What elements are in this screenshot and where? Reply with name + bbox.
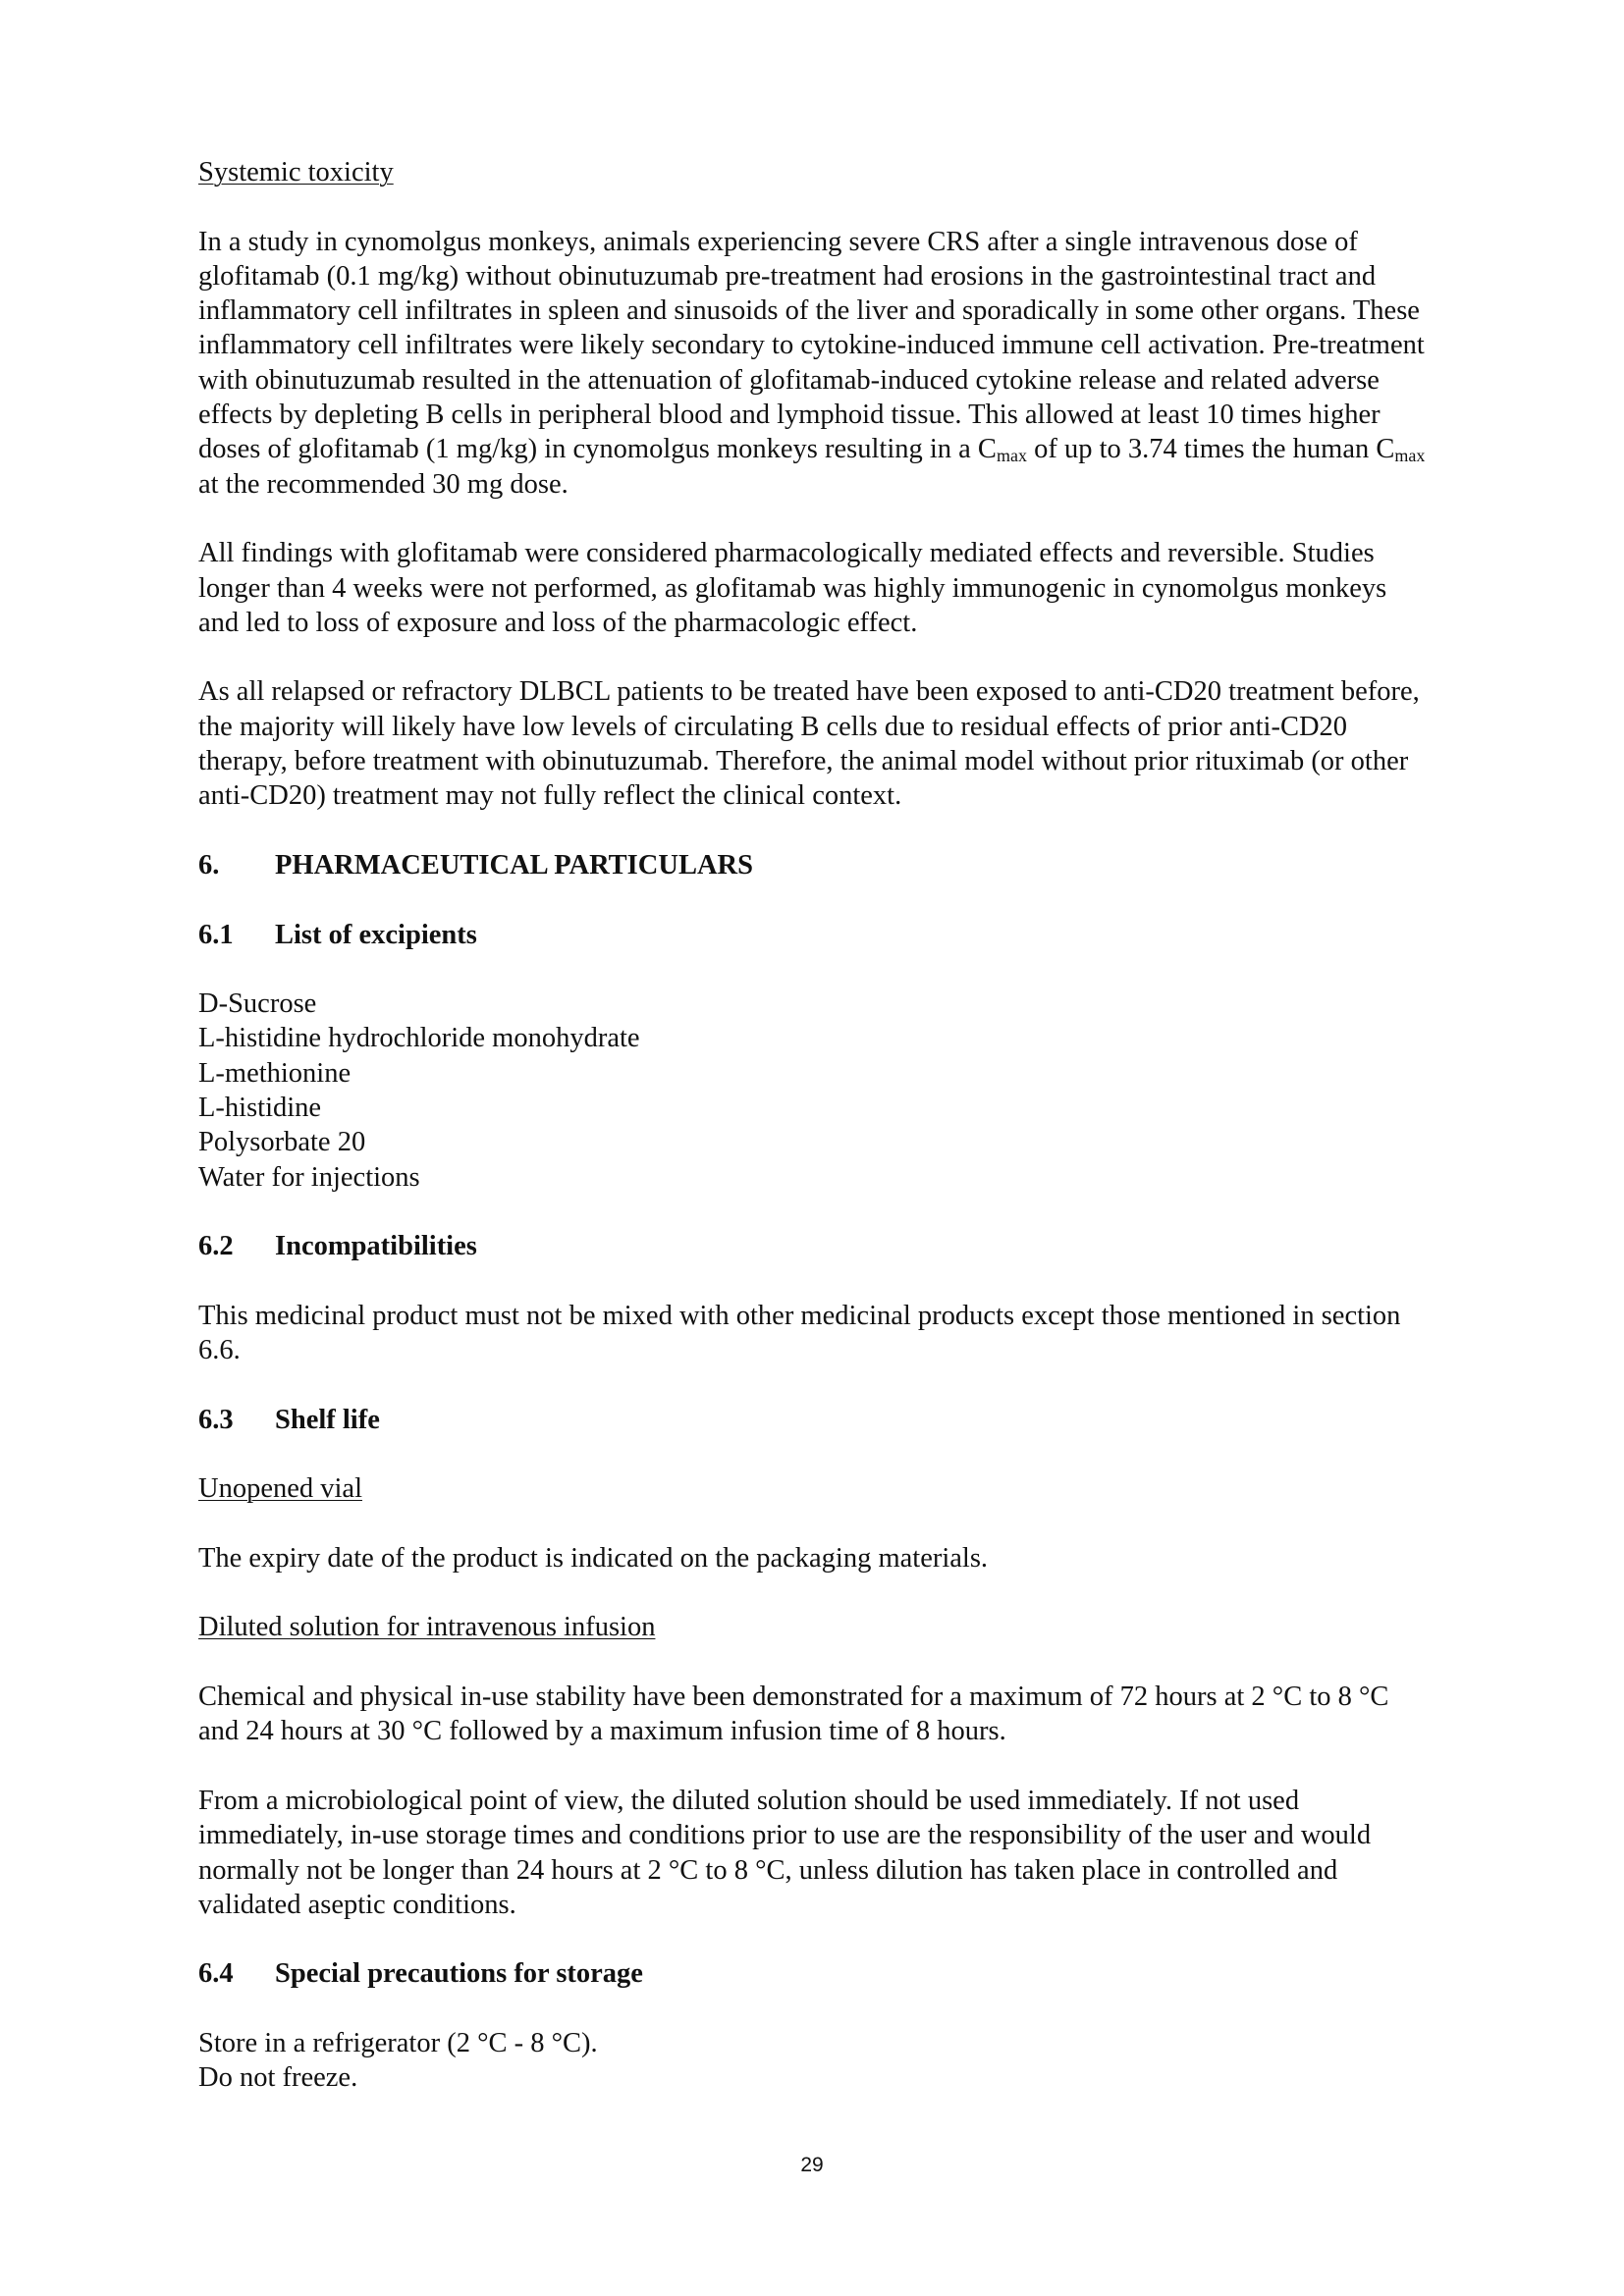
section-title: Incompatibilities	[275, 1231, 477, 1262]
incompatibilities-text: This medicinal product must not be mixed with other medicinal products except those mentioned in section 6.6.	[198, 1300, 1401, 1366]
section-title: Special precautions for storage	[275, 1958, 643, 1990]
excipients-list	[198, 987, 1428, 1195]
section-6-4-heading	[198, 1956, 1428, 1991]
systemic-toxicity-paragraph-2: All findings with glofitamab were considered pharmacologically mediated effects and reversible. Studies longer than 4 weeks were not performed, as glofitamab was highly immunogenic in cynomolgus monkeys and led to loss of exposure and loss of the pharmacologic effect.	[198, 538, 1387, 638]
unopened-vial-heading: Unopened vial	[198, 1473, 362, 1505]
list-item: L-histidine	[198, 1093, 322, 1124]
paragraph-text: In a study in cynomolgus monkeys, animals experiencing severe CRS after a single intravenous dose of glofitamab (0.1 mg/kg) without obinutuzumab pre-treatment had erosions in the gastrointestinal tract and inflammatory cell infiltrates in spleen and sinusoids of the liver and sporadically in some other organs. These inflammatory cell infiltrates were likely secondary to cytokine-induced immune cell activation. Pre-treatment with obinutuzumab resulted in the attenuation of glofitamab-induced cytokine release and related adverse effects by depleting B cells in peripheral blood and lymphoid tissue. This allowed at least 10 times higher doses of glofitamab (1 mg/kg) in cynomolgus monkeys resulting in a C	[198, 226, 1425, 465]
section-number: 6.1	[198, 919, 234, 950]
paragraph-text: at the recommended 30 mg dose.	[198, 468, 568, 500]
section-title: Shelf life	[275, 1404, 380, 1435]
diluted-solution-text-2: From a microbiological point of view, the diluted solution should be used immediately. If not used immediately, in-use storage times and conditions prior to use are the responsibility of the user and would normally not be longer than 24 hours at 2 °C to 8 °C, unless dilution has taken place in controlled and validated aseptic conditions.	[198, 1785, 1372, 1920]
section-number: 6.3	[198, 1404, 234, 1435]
section-number: 6.	[198, 849, 220, 881]
systemic-toxicity-paragraph-1	[198, 225, 1428, 502]
section-6-2-heading	[198, 1229, 1428, 1263]
list-item: Water for injections	[198, 1161, 420, 1193]
list-item: L-methionine	[198, 1057, 352, 1089]
section-number: 6.2	[198, 1231, 234, 1262]
unopened-vial-text: The expiry date of the product is indicated on the packaging materials.	[198, 1542, 989, 1574]
diluted-solution-heading: Diluted solution for intravenous infusion	[198, 1612, 656, 1643]
diluted-solution-text-1: Chemical and physical in-use stability have been demonstrated for a maximum of 72 hours at 2 °C to 8 °C and 24 hours at 30 °C followed by a maximum infusion time of 8 hours.	[198, 1682, 1389, 1747]
list-item: D-Sucrose	[198, 988, 317, 1020]
list-item: L-histidine hydrochloride monohydrate	[198, 1023, 640, 1054]
paragraph-text: of up to 3.74 times the human C	[1026, 434, 1395, 465]
list-item: Polysorbate 20	[198, 1127, 366, 1158]
section-number: 6.4	[198, 1958, 234, 1990]
cmax-subscript: max	[1394, 446, 1426, 466]
section-title: PHARMACEUTICAL PARTICULARS	[275, 849, 753, 881]
systemic-toxicity-heading: Systemic toxicity	[198, 157, 394, 187]
section-6-3-heading	[198, 1403, 1428, 1437]
storage-line-2: Do not freeze.	[198, 2062, 358, 2094]
systemic-toxicity-paragraph-3: As all relapsed or refractory DLBCL patients to be treated have been exposed to anti-CD20 treatment before, the majority will likely have low levels of circulating B cells due to residual effects of prior anti-CD20 therapy, before treatment with obinutuzumab. Therefore, the animal model without prior rituximab (or other anti-CD20) treatment may not fully reflect the clinical context.	[198, 676, 1420, 812]
cmax-subscript: max	[996, 446, 1027, 466]
section-title: List of excipients	[275, 919, 477, 950]
section-6-1-heading	[198, 918, 1428, 952]
storage-line-1: Store in a refrigerator (2 °C - 8 °C).	[198, 2028, 598, 2059]
page-number: 29	[800, 2154, 824, 2176]
section-6-heading	[198, 848, 1428, 882]
